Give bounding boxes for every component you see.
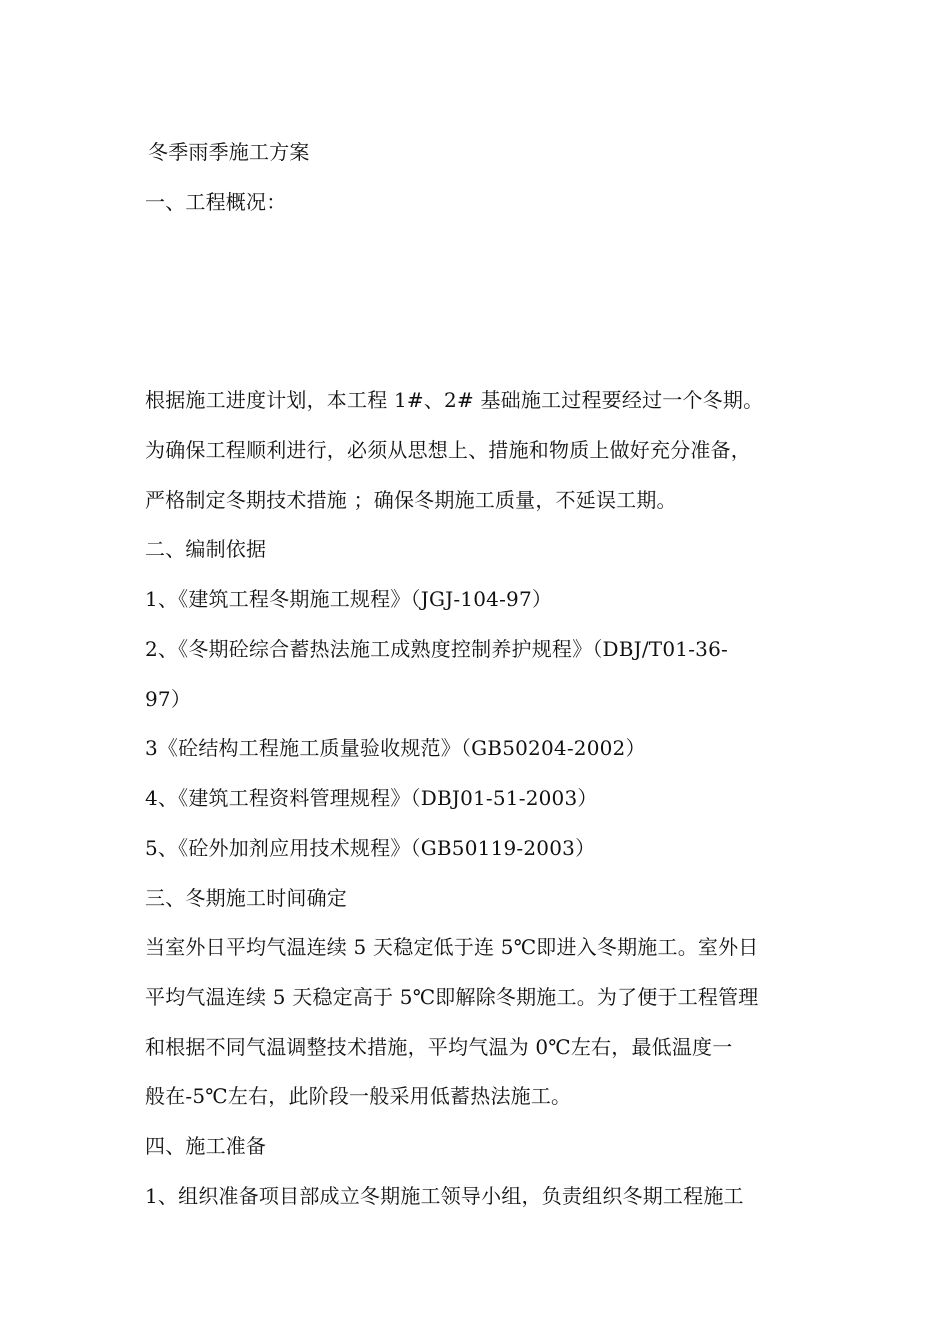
basis-line-5: 4、《建筑工程资料管理规程》（DBJ01-51-2003） (145, 786, 598, 810)
timing-line-1: 当室外日平均气温连续 5 天稳定低于连 5℃即进入冬期施工。室外日 (145, 935, 759, 959)
overview-line-1: 根据施工进度计划，本工程 1#、2# 基础施工过程要经过一个冬期。 (145, 388, 764, 412)
overview-line-2: 为确保工程顺利进行，必须从思想上、措施和物质上做好充分准备， (145, 438, 751, 462)
overview-line-3: 严格制定冬期技术措施 ；确保冬期施工质量，不延误工期。 (145, 488, 677, 512)
timing-line-3: 和根据不同气温调整技术措施，平均气温为 0℃左右，最低温度一 (145, 1035, 733, 1059)
basis-line-1: 1、《建筑工程冬期施工规程》（JGJ-104-97） (145, 587, 553, 611)
basis-line-4: 3《砼结构工程施工质量验收规范》（GB50204-2002） (145, 736, 646, 760)
basis-line-3: 97） (145, 687, 192, 711)
section-heading-overview: 一、工程概况： (145, 190, 287, 214)
document-title: 冬季雨季施工方案 (148, 140, 310, 164)
timing-line-2: 平均气温连续 5 天稳定高于 5℃即解除冬期施工。为了便于工程管理 (145, 985, 759, 1009)
basis-line-2: 2、《冬期砼综合蓄热法施工成熟度控制养护规程》（DBJ/T01-36- (145, 637, 728, 661)
prep-line-1: 1、组织准备项目部成立冬期施工领导小组，负责组织冬期工程施工 (145, 1184, 744, 1208)
timing-line-4: 般在-5℃左右，此阶段一般采用低蓄热法施工。 (145, 1084, 572, 1108)
section-heading-prep: 四、施工准备 (145, 1134, 267, 1158)
basis-line-6: 5、《砼外加剂应用技术规程》（GB50119-2003） (145, 836, 596, 860)
section-heading-basis: 二、编制依据 (145, 537, 267, 561)
section-heading-timing: 三、冬期施工时间确定 (145, 886, 347, 910)
